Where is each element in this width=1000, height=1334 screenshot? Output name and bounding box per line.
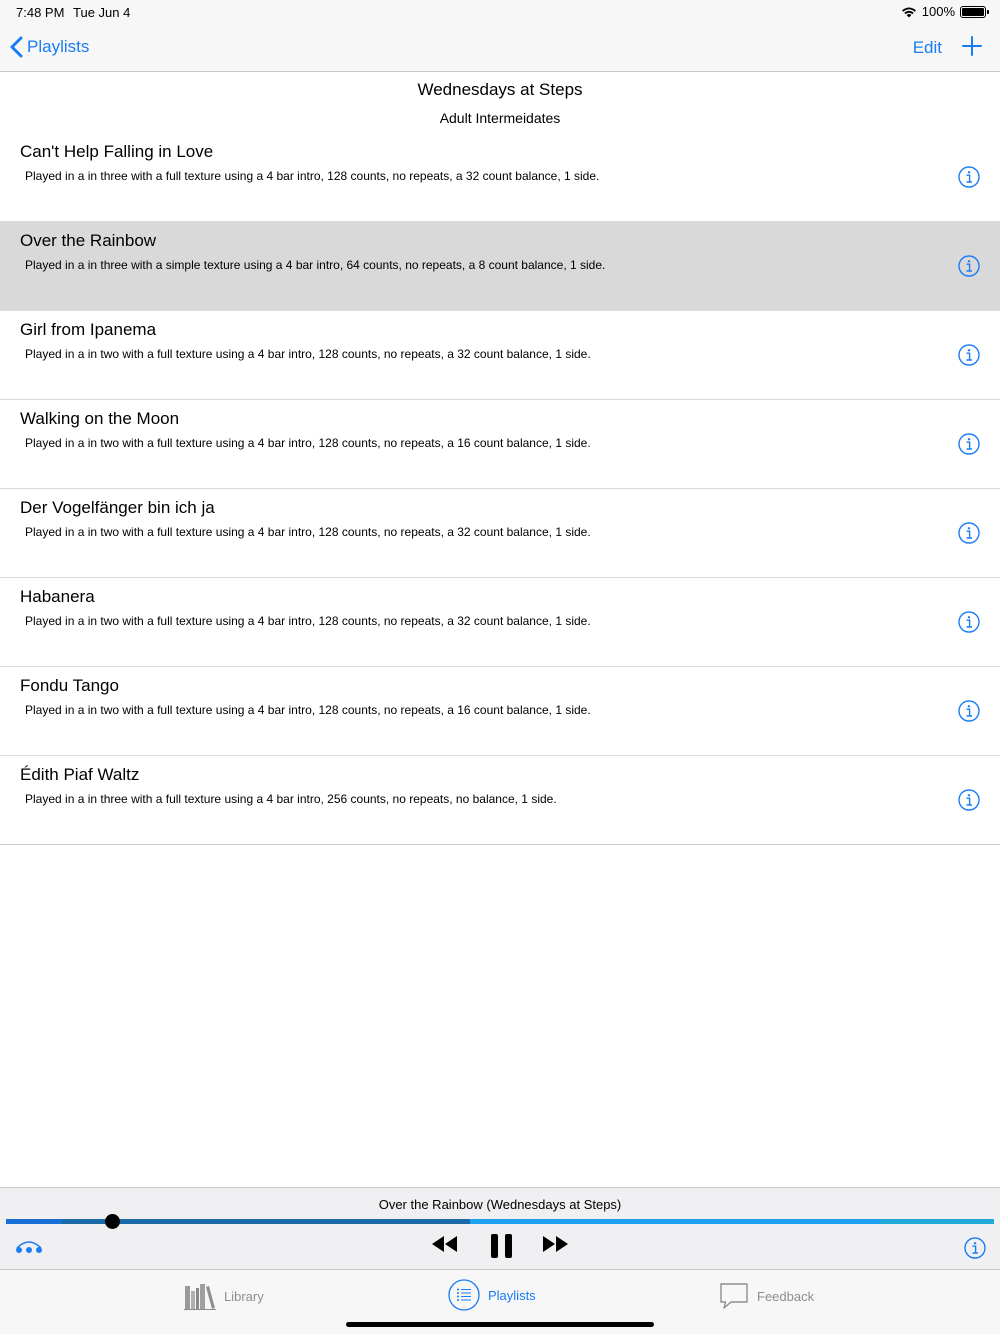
- info-circle-icon: [958, 531, 980, 548]
- wifi-icon: [901, 6, 917, 18]
- song-description: Played in a in two with a full texture using a 4 bar intro, 128 counts, no repeats, a 32 count balance, 1 side.: [25, 347, 591, 361]
- song-row[interactable]: [0, 667, 1000, 756]
- edit-button[interactable]: Edit: [912, 38, 942, 57]
- song-row[interactable]: [0, 400, 1000, 489]
- navigation-bar: [0, 24, 1000, 72]
- song-info-button[interactable]: [958, 433, 980, 455]
- tab-library-label: Library: [224, 1288, 264, 1304]
- player-info-button[interactable]: [964, 1237, 986, 1259]
- song-title: Walking on the Moon: [20, 409, 180, 428]
- song-description: Played in a in two with a full texture using a 4 bar intro, 128 counts, no repeats, a 16 count balance, 1 side.: [25, 703, 591, 717]
- song-title: Girl from Ipanema: [20, 320, 157, 339]
- song-description: Played in a in three with a full texture using a 4 bar intro, 128 counts, no repeats, a 32 count balance, 1 side.: [25, 169, 600, 183]
- song-title: Habanera: [20, 587, 95, 606]
- tab-playlists[interactable]: [448, 1279, 536, 1311]
- tab-feedback-label: Feedback: [757, 1288, 815, 1304]
- song-row[interactable]: [0, 133, 1000, 222]
- fast-forward-button[interactable]: [542, 1235, 569, 1258]
- song-title: Over the Rainbow: [20, 231, 157, 250]
- status-time: 7:48 PM: [16, 5, 65, 20]
- options-button[interactable]: [14, 1239, 44, 1260]
- rewind-button[interactable]: [431, 1235, 458, 1258]
- song-info-button[interactable]: [958, 255, 980, 277]
- playlist-title: Wednesdays at Steps: [417, 80, 583, 99]
- progress-segment-end: [880, 1219, 994, 1224]
- song-row[interactable]: [0, 489, 1000, 578]
- mini-player: [0, 1187, 1000, 1269]
- progress-knob[interactable]: [105, 1214, 120, 1229]
- chevron-left-icon: [10, 36, 23, 58]
- list-icon: [448, 1279, 480, 1311]
- song-title: Fondu Tango: [20, 676, 119, 695]
- battery-percent: 100%: [921, 4, 955, 19]
- progress-segment-balance: [470, 1219, 880, 1224]
- song-description: Played in a in two with a full texture using a 4 bar intro, 128 counts, no repeats, a 16 count balance, 1 side.: [25, 436, 591, 450]
- plus-icon: [962, 36, 982, 56]
- progress-segment-intro: [6, 1219, 62, 1224]
- pause-icon: [490, 1233, 514, 1259]
- back-button[interactable]: [10, 36, 89, 58]
- playlist-subtitle: Adult Intermeidates: [439, 110, 561, 126]
- song-description: Played in a in three with a full texture using a 4 bar intro, 256 counts, no repeats, no balance, 1 side.: [25, 792, 557, 806]
- battery-icon: [960, 6, 986, 18]
- info-circle-icon: [958, 620, 980, 637]
- status-indicators: [901, 4, 986, 19]
- status-date: Tue Jun 4: [73, 5, 131, 20]
- song-info-button[interactable]: [958, 344, 980, 366]
- status-bar: [0, 0, 1000, 24]
- books-icon: [184, 1282, 216, 1310]
- song-row[interactable]: [0, 756, 1000, 845]
- info-circle-icon: [958, 709, 980, 726]
- song-description: Played in a in two with a full texture using a 4 bar intro, 128 counts, no repeats, a 32 count balance, 1 side.: [25, 525, 591, 539]
- now-playing-title: Over the Rainbow (Wednesdays at Steps): [378, 1197, 622, 1212]
- song-title: Édith Piaf Waltz: [20, 765, 140, 784]
- song-info-button[interactable]: [958, 611, 980, 633]
- song-info-button[interactable]: [958, 789, 980, 811]
- list-divider: [0, 844, 1000, 845]
- speech-bubble-icon: [719, 1282, 749, 1310]
- song-row[interactable]: [0, 222, 1000, 311]
- tab-playlists-label: Playlists: [488, 1287, 536, 1303]
- info-circle-icon: [958, 175, 980, 192]
- song-title: Can't Help Falling in Love: [20, 142, 214, 161]
- tab-feedback[interactable]: [719, 1282, 814, 1310]
- info-circle-icon: [964, 1237, 986, 1259]
- info-circle-icon: [958, 798, 980, 815]
- info-circle-icon: [958, 353, 980, 370]
- rewind-icon: [431, 1235, 458, 1253]
- home-indicator: [346, 1322, 654, 1327]
- add-button[interactable]: [962, 36, 982, 61]
- song-info-button[interactable]: [958, 522, 980, 544]
- fast-forward-icon: [542, 1235, 569, 1253]
- progress-segment-main: [62, 1219, 470, 1224]
- song-row[interactable]: [0, 578, 1000, 667]
- tab-library[interactable]: [184, 1282, 264, 1310]
- dots-icon: [14, 1239, 44, 1255]
- back-button-label: Playlists: [27, 37, 90, 56]
- song-info-button[interactable]: [958, 166, 980, 188]
- song-title: Der Vogelfänger bin ich ja: [20, 498, 215, 517]
- song-row[interactable]: [0, 311, 1000, 400]
- progress-bar[interactable]: [6, 1219, 994, 1224]
- song-description: Played in a in two with a full texture using a 4 bar intro, 128 counts, no repeats, a 32 count balance, 1 side.: [25, 614, 591, 628]
- song-description: Played in a in three with a simple texture using a 4 bar intro, 64 counts, no repeats, a 8 count balance, 1 side.: [25, 258, 606, 272]
- pause-button[interactable]: [490, 1233, 514, 1264]
- info-circle-icon: [958, 442, 980, 459]
- info-circle-icon: [958, 264, 980, 281]
- song-info-button[interactable]: [958, 700, 980, 722]
- song-list: [0, 133, 1000, 845]
